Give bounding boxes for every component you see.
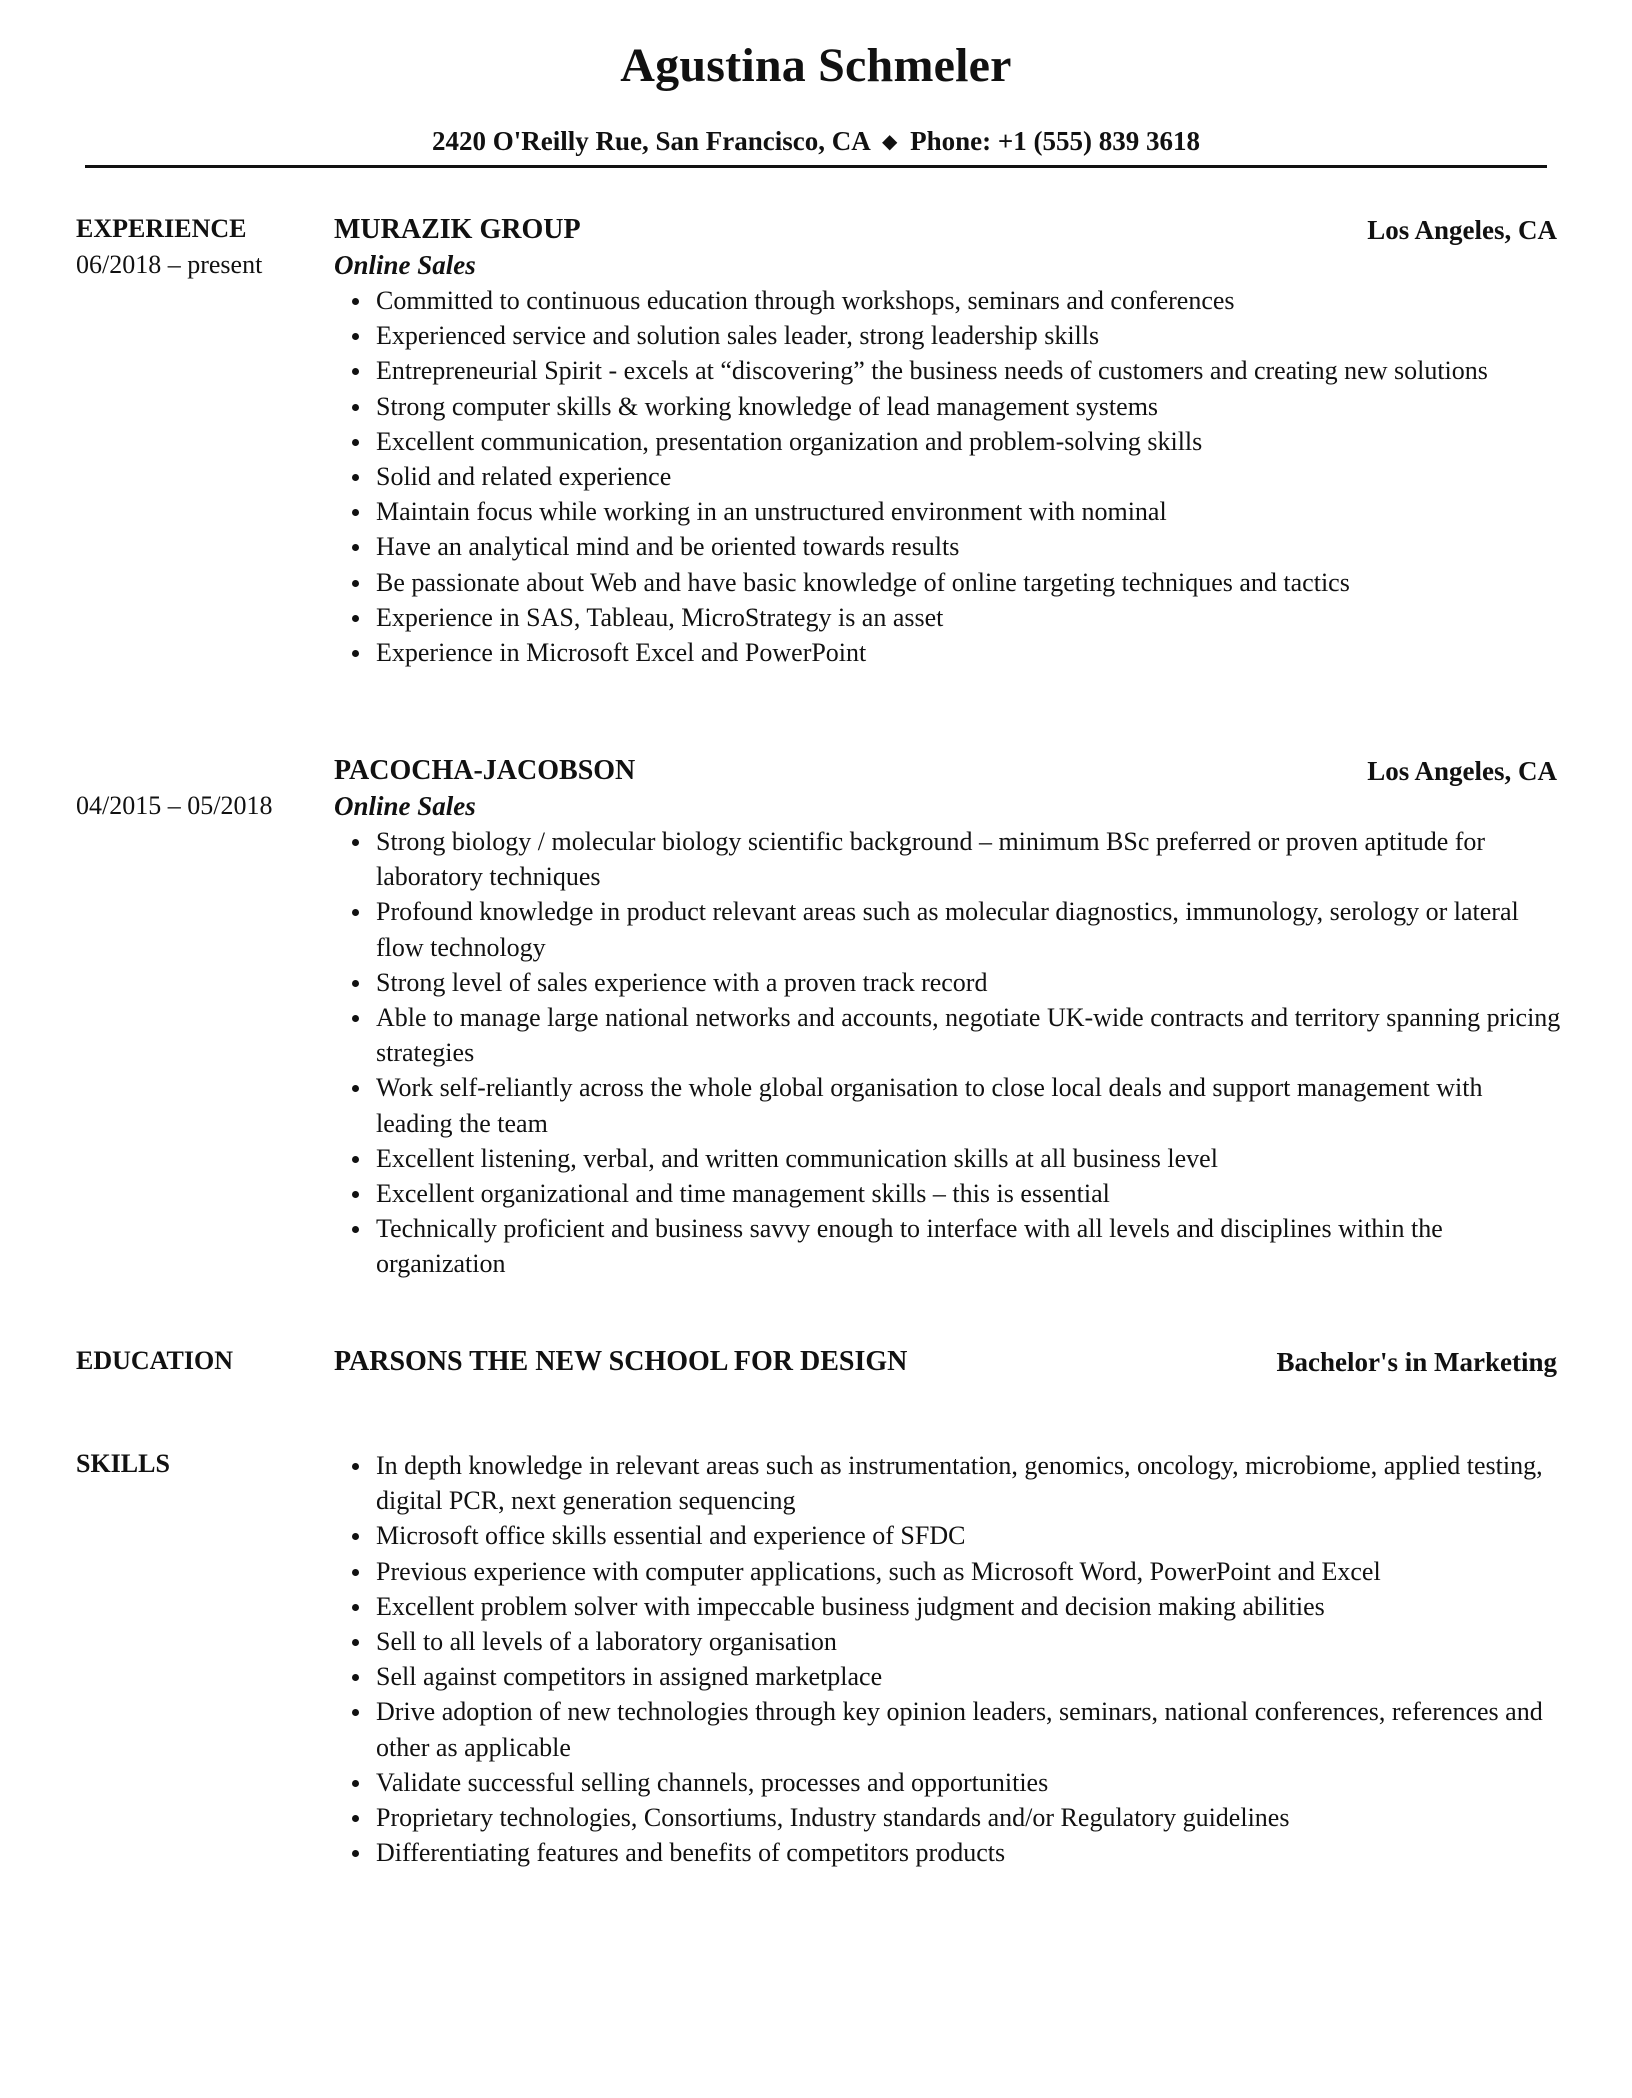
school-name: PARSONS THE NEW SCHOOL FOR DESIGN: [334, 1346, 908, 1377]
list-item: Able to manage large national networks and accounts, negotiate UK-wide contracts and territory spanning pricing strategies: [334, 1000, 1564, 1070]
list-item: Previous experience with computer applications, such as Microsoft Word, PowerPoint and Excel: [334, 1554, 1564, 1589]
list-item: Sell against competitors in assigned marketplace: [334, 1659, 1564, 1694]
list-item: Work self-reliantly across the whole global organisation to close local deals and support management with leading the team: [334, 1070, 1564, 1140]
list-item: Excellent communication, presentation organization and problem-solving skills: [334, 424, 1564, 459]
experience-heading: EXPERIENCE: [76, 214, 247, 243]
list-item: Have an analytical mind and be oriented towards results: [334, 529, 1564, 564]
job-1-location: Los Angeles, CA: [1367, 215, 1557, 245]
list-item: Excellent organizational and time management skills – this is essential: [334, 1176, 1564, 1211]
list-item: Strong computer skills & working knowledge of lead management systems: [334, 389, 1564, 424]
contact-line: [0, 126, 1632, 157]
job-2-role: Online Sales: [334, 791, 476, 821]
job-2-bullets: [334, 824, 1564, 1282]
list-item: Excellent problem solver with impeccable business judgment and decision making abilities: [334, 1589, 1564, 1624]
list-item: Experience in SAS, Tableau, MicroStrategy is an asset: [334, 600, 1564, 635]
skills-list: [334, 1448, 1564, 1870]
list-item: Committed to continuous education through workshops, seminars and conferences: [334, 283, 1564, 318]
list-item: Microsoft office skills essential and experience of SFDC: [334, 1518, 1564, 1553]
list-item: Solid and related experience: [334, 459, 1564, 494]
list-item: Differentiating features and benefits of competitors products: [334, 1835, 1564, 1870]
diamond-separator-icon: ◆: [881, 131, 898, 153]
job-1-dates: 06/2018 – present: [76, 250, 263, 279]
list-item: Strong level of sales experience with a proven track record: [334, 965, 1564, 1000]
list-item: Profound knowledge in product relevant areas such as molecular diagnostics, immunology, serology or lateral flow technology: [334, 894, 1564, 964]
list-item: Technically proficient and business savvy enough to interface with all levels and disciplines within the organization: [334, 1211, 1564, 1281]
degree: Bachelor's in Marketing: [1276, 1347, 1557, 1377]
job-1-role: Online Sales: [334, 250, 476, 280]
list-item: Be passionate about Web and have basic knowledge of online targeting techniques and tactics: [334, 565, 1564, 600]
list-item: Experienced service and solution sales leader, strong leadership skills: [334, 318, 1564, 353]
list-item: Validate successful selling channels, processes and opportunities: [334, 1765, 1564, 1800]
list-item: Drive adoption of new technologies through key opinion leaders, seminars, national conferences, references and other as applicable: [334, 1694, 1564, 1764]
job-2-location: Los Angeles, CA: [1367, 756, 1557, 786]
address: 2420 O'Reilly Rue, San Francisco, CA: [431, 126, 870, 156]
list-item: In depth knowledge in relevant areas such as instrumentation, genomics, oncology, microbiome, applied testing, digital PCR, next generation sequencing: [334, 1448, 1564, 1518]
education-heading: EDUCATION: [76, 1346, 233, 1375]
phone: Phone: +1 (555) 839 3618: [910, 126, 1200, 156]
job-1-bullets: [334, 283, 1564, 670]
list-item: Proprietary technologies, Consortiums, Industry standards and/or Regulatory guidelines: [334, 1800, 1564, 1835]
list-item: Maintain focus while working in an unstructured environment with nominal: [334, 494, 1564, 529]
list-item: Experience in Microsoft Excel and PowerPoint: [334, 635, 1564, 670]
skills-heading: SKILLS: [76, 1449, 170, 1478]
list-item: Sell to all levels of a laboratory organisation: [334, 1624, 1564, 1659]
candidate-name: Agustina Schmeler: [620, 39, 1012, 92]
header-divider: [85, 165, 1547, 168]
list-item: Entrepreneurial Spirit - excels at “discovering” the business needs of customers and creating new solutions: [334, 353, 1564, 388]
job-2-company: PACOCHA-JACOBSON: [334, 755, 636, 786]
job-1-company: MURAZIK GROUP: [334, 214, 581, 245]
list-item: Strong biology / molecular biology scientific background – minimum BSc preferred or proven aptitude for laboratory techniques: [334, 824, 1564, 894]
list-item: Excellent listening, verbal, and written communication skills at all business level: [334, 1141, 1564, 1176]
job-2-dates: 04/2015 – 05/2018: [76, 791, 273, 820]
